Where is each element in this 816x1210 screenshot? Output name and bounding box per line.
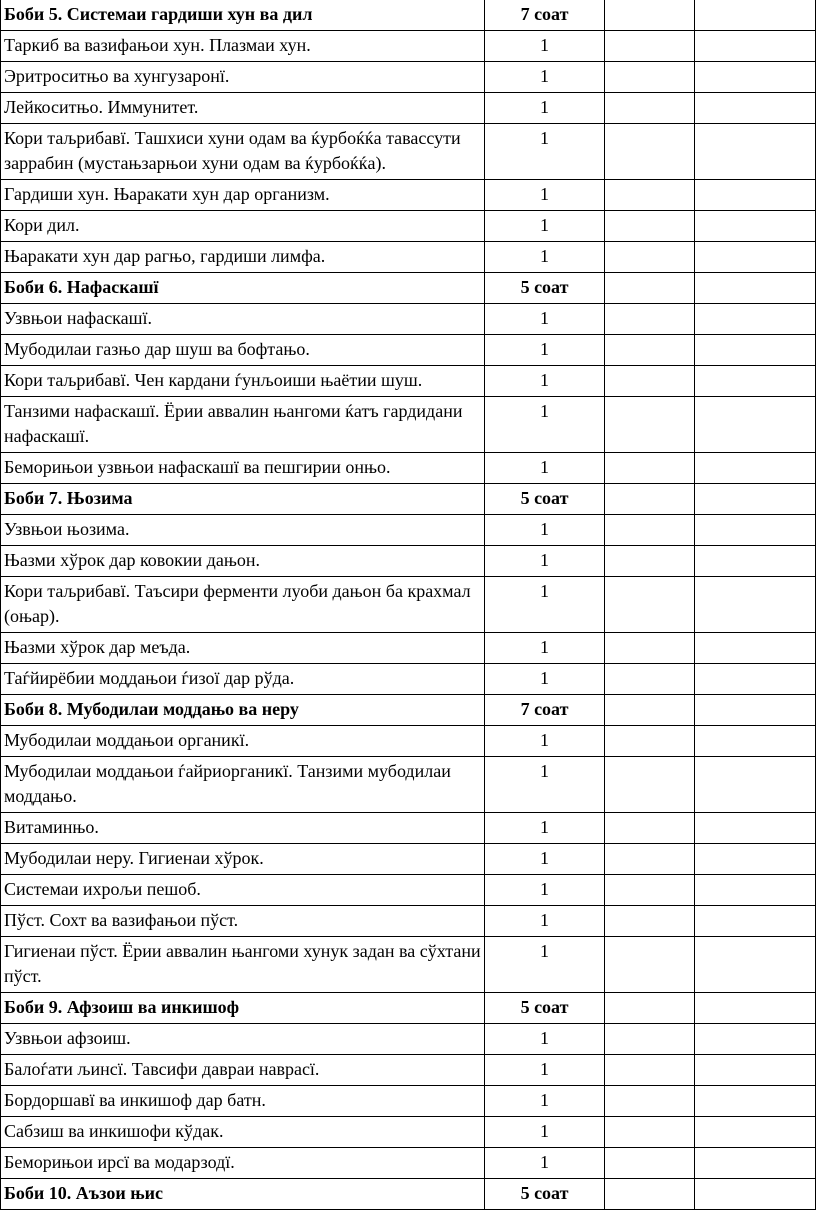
lesson-row [1,366,816,397]
lesson-row [1,813,816,844]
lesson-hours: 1 [485,577,605,633]
lesson-topic: Беморињои узвњои нафаскашї ва пешгирии онњо. [1,453,485,484]
lesson-row [1,93,816,124]
lesson-row [1,546,816,577]
lesson-row [1,1024,816,1055]
empty-cell [605,1179,695,1210]
lesson-topic: Таѓйирёбии моддањои ѓизої дар рўда. [1,664,485,695]
empty-cell [605,1055,695,1086]
lesson-topic: Кори дил. [1,211,485,242]
lesson-hours: 1 [485,335,605,366]
empty-cell [695,335,816,366]
lesson-row [1,664,816,695]
lesson-row [1,1086,816,1117]
chapter-row [1,695,816,726]
empty-cell [695,304,816,335]
chapter-hours: 5 соат [485,484,605,515]
chapter-title: Боби 5. Системаи гардиши хун ва дил [1,0,485,31]
chapter-row [1,993,816,1024]
lesson-topic: Балоѓати љинсї. Тавсифи давраи наврасї. [1,1055,485,1086]
lesson-row [1,304,816,335]
lesson-row [1,211,816,242]
empty-cell [695,726,816,757]
lesson-hours: 1 [485,875,605,906]
lesson-topic: Кори таљрибавї. Ташхиси хуни одам ва ќурбоќќа тавассути заррабин (мустањзарњои хуни одам ва ќурбоќќа). [1,124,485,180]
lesson-topic: Лейкоситњо. Иммунитет. [1,93,485,124]
empty-cell [605,335,695,366]
lesson-hours: 1 [485,1024,605,1055]
empty-cell [695,124,816,180]
chapter-hours: 5 соат [485,993,605,1024]
lesson-topic: Бордоршавї ва инкишоф дар батн. [1,1086,485,1117]
lesson-topic: Системаи ихрољи пешоб. [1,875,485,906]
lesson-hours: 1 [485,844,605,875]
chapter-row [1,273,816,304]
empty-cell [695,242,816,273]
lesson-row [1,397,816,453]
chapter-row [1,0,816,31]
lesson-topic: Узвњои афзоиш. [1,1024,485,1055]
lesson-hours: 1 [485,546,605,577]
empty-cell [695,1086,816,1117]
lesson-hours: 1 [485,453,605,484]
lesson-topic: Беморињои ирсї ва модарзодї. [1,1148,485,1179]
lesson-topic: Эритроситњо ва хунгузаронї. [1,62,485,93]
empty-cell [605,993,695,1024]
chapter-row [1,1179,816,1210]
lesson-row [1,242,816,273]
lesson-topic: Гигиенаи пўст. Ёрии аввалин њангоми хунук задан ва сўхтани пўст. [1,937,485,993]
lesson-hours: 1 [485,1117,605,1148]
lesson-hours: 1 [485,633,605,664]
lesson-row [1,1117,816,1148]
empty-cell [605,453,695,484]
empty-cell [695,937,816,993]
lesson-hours: 1 [485,242,605,273]
empty-cell [695,180,816,211]
empty-cell [695,993,816,1024]
chapter-row [1,484,816,515]
empty-cell [605,124,695,180]
lesson-topic: Танзими нафаскашї. Ёрии аввалин њангоми ќатъ гардидани нафаскашї. [1,397,485,453]
empty-cell [605,633,695,664]
lesson-topic: Њазми хўрок дар меъда. [1,633,485,664]
lesson-hours: 1 [485,304,605,335]
lesson-hours: 1 [485,1148,605,1179]
lesson-row [1,124,816,180]
lesson-hours: 1 [485,664,605,695]
lesson-row [1,757,816,813]
empty-cell [695,1024,816,1055]
empty-cell [695,515,816,546]
empty-cell [695,211,816,242]
empty-cell [605,1117,695,1148]
empty-cell [695,695,816,726]
empty-cell [695,0,816,31]
lesson-hours: 1 [485,757,605,813]
empty-cell [605,515,695,546]
lesson-hours: 1 [485,813,605,844]
empty-cell [695,757,816,813]
lesson-row [1,875,816,906]
empty-cell [605,366,695,397]
lesson-topic: Мубодилаи моддањои органикї. [1,726,485,757]
empty-cell [695,664,816,695]
empty-cell [695,62,816,93]
lesson-topic: Витаминњо. [1,813,485,844]
lesson-row [1,515,816,546]
empty-cell [695,366,816,397]
empty-cell [695,875,816,906]
empty-cell [605,93,695,124]
empty-cell [605,726,695,757]
chapter-title: Боби 6. Нафаскашї [1,273,485,304]
empty-cell [605,31,695,62]
lesson-hours: 1 [485,180,605,211]
chapter-hours: 7 соат [485,695,605,726]
lesson-hours: 1 [485,1055,605,1086]
empty-cell [695,31,816,62]
empty-cell [695,1055,816,1086]
lesson-topic: Мубодилаи неру. Гигиенаи хўрок. [1,844,485,875]
empty-cell [695,633,816,664]
lesson-topic: Узвњои њозима. [1,515,485,546]
empty-cell [605,180,695,211]
lesson-hours: 1 [485,62,605,93]
empty-cell [695,813,816,844]
lesson-row [1,726,816,757]
lesson-hours: 1 [485,726,605,757]
empty-cell [605,577,695,633]
lesson-topic: Таркиб ва вазифањои хун. Плазмаи хун. [1,31,485,62]
chapter-title: Боби 10. Аъзои њис [1,1179,485,1210]
chapter-title: Боби 8. Мубодилаи моддањо ва неру [1,695,485,726]
lesson-row [1,937,816,993]
lesson-topic: Гардиши хун. Њаракати хун дар организм. [1,180,485,211]
lesson-hours: 1 [485,937,605,993]
lesson-topic: Мубодилаи газњо дар шуш ва бофтањо. [1,335,485,366]
lesson-topic: Узвњои нафаскашї. [1,304,485,335]
empty-cell [605,844,695,875]
empty-cell [695,577,816,633]
empty-cell [695,273,816,304]
empty-cell [605,546,695,577]
lesson-row [1,453,816,484]
lesson-row [1,633,816,664]
chapter-hours: 5 соат [485,273,605,304]
lesson-topic: Кори таљрибавї. Таъсири ферменти луоби дањон ба крахмал (оњар). [1,577,485,633]
lesson-hours: 1 [485,906,605,937]
lesson-row [1,31,816,62]
empty-cell [695,1117,816,1148]
lesson-topic: Сабзиш ва инкишофи кўдак. [1,1117,485,1148]
empty-cell [605,1086,695,1117]
empty-cell [605,0,695,31]
lesson-hours: 1 [485,366,605,397]
lesson-row [1,1148,816,1179]
empty-cell [605,211,695,242]
lesson-hours: 1 [485,211,605,242]
empty-cell [695,906,816,937]
chapter-hours: 5 соат [485,1179,605,1210]
empty-cell [605,664,695,695]
lesson-row [1,1055,816,1086]
empty-cell [695,93,816,124]
empty-cell [605,906,695,937]
lesson-topic: Мубодилаи моддањои ѓайриорганикї. Танзими мубодилаи моддањо. [1,757,485,813]
empty-cell [605,1148,695,1179]
chapter-title: Боби 9. Афзоиш ва инкишоф [1,993,485,1024]
lesson-hours: 1 [485,93,605,124]
empty-cell [605,397,695,453]
empty-cell [695,453,816,484]
empty-cell [695,546,816,577]
lesson-row [1,844,816,875]
lesson-hours: 1 [485,31,605,62]
empty-cell [605,875,695,906]
curriculum-table-body [1,0,816,1210]
lesson-topic: Кори таљрибавї. Чен кардани ѓунљоиши њаётии шуш. [1,366,485,397]
lesson-row [1,577,816,633]
empty-cell [605,757,695,813]
empty-cell [605,304,695,335]
empty-cell [605,273,695,304]
lesson-hours: 1 [485,124,605,180]
lesson-row [1,906,816,937]
lesson-hours: 1 [485,1086,605,1117]
empty-cell [605,484,695,515]
empty-cell [605,695,695,726]
empty-cell [605,813,695,844]
lesson-row [1,180,816,211]
empty-cell [605,242,695,273]
chapter-title: Боби 7. Њозима [1,484,485,515]
empty-cell [695,844,816,875]
empty-cell [695,484,816,515]
empty-cell [605,937,695,993]
empty-cell [695,397,816,453]
lesson-row [1,335,816,366]
empty-cell [605,62,695,93]
lesson-topic: Њаракати хун дар рагњо, гардиши лимфа. [1,242,485,273]
lesson-row [1,62,816,93]
lesson-topic: Њазми хўрок дар ковокии дањон. [1,546,485,577]
lesson-hours: 1 [485,397,605,453]
empty-cell [695,1148,816,1179]
lesson-hours: 1 [485,515,605,546]
empty-cell [605,1024,695,1055]
chapter-hours: 7 соат [485,0,605,31]
empty-cell [695,1179,816,1210]
lesson-topic: Пўст. Сохт ва вазифањои пўст. [1,906,485,937]
